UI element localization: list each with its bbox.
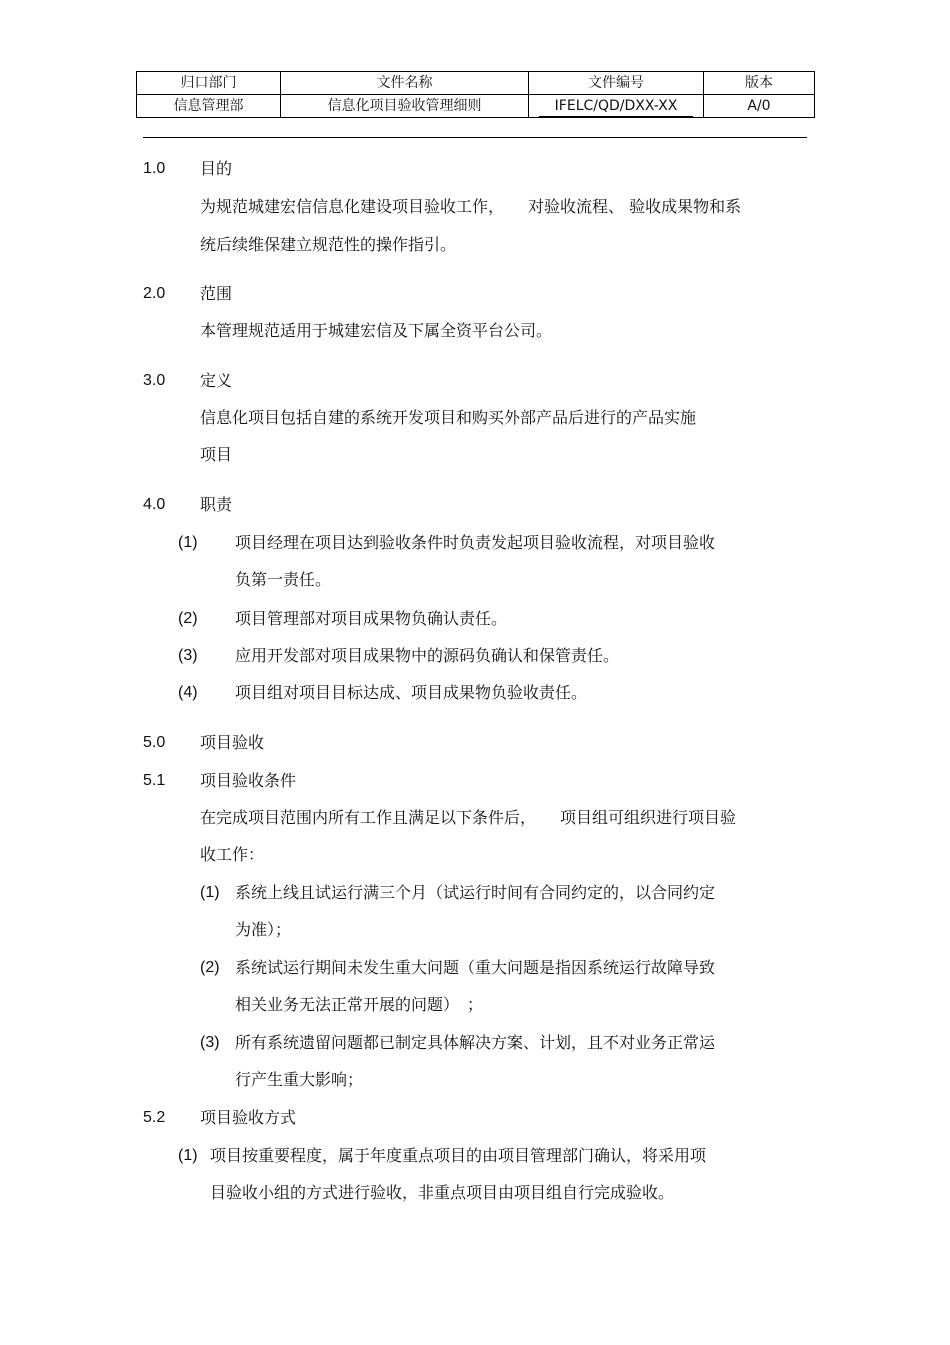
list-marker: (1) bbox=[178, 1147, 198, 1164]
list-item-line: 项目按重要程度，属于年度重点项目的由项目管理部门确认，将采用项 bbox=[210, 1146, 707, 1165]
section-title: 范围 bbox=[200, 284, 233, 303]
list-marker: (1) bbox=[178, 534, 198, 551]
list-marker: (4) bbox=[178, 684, 198, 701]
list-item-line: 行产生重大影响； bbox=[235, 1070, 364, 1089]
subsection-title: 项目验收方式 bbox=[200, 1108, 297, 1127]
subsection-title: 项目验收条件 bbox=[200, 771, 297, 790]
header-divider bbox=[143, 137, 807, 138]
department-value: 信息管理部 bbox=[137, 95, 281, 118]
subsection-number: 5.1 bbox=[143, 772, 166, 789]
file-number-value-cell bbox=[529, 95, 704, 118]
subsection-number: 5.2 bbox=[143, 1109, 166, 1126]
list-item-line: 系统试运行期间未发生重大问题（重大问题是指因系统运行故障导致 bbox=[235, 958, 716, 977]
version-value: A/0 bbox=[704, 95, 815, 118]
list-item-line: 负第一责任。 bbox=[235, 570, 332, 589]
header-label-row bbox=[137, 72, 815, 95]
paragraph-line: 统后续维保建立规范性的操作指引。 bbox=[200, 235, 457, 254]
list-marker: (2) bbox=[200, 959, 220, 976]
section-number: 2.0 bbox=[143, 285, 166, 302]
list-item-line: 为准）； bbox=[235, 920, 292, 939]
list-marker: (3) bbox=[178, 647, 198, 664]
list-item-line: 项目经理在项目达到验收条件时负责发起项目验收流程，对项目验收 bbox=[235, 533, 716, 552]
paragraph-line: 本管理规范适用于城建宏信及下属全资平台公司。 bbox=[200, 321, 553, 340]
paragraph-line: 为规范城建宏信信息化建设项目验收工作， 对验收流程、 验收成果物和系 bbox=[200, 197, 742, 216]
list-item-line: 相关业务无法正常开展的问题） ； bbox=[235, 995, 484, 1014]
section-title: 项目验收 bbox=[200, 733, 265, 752]
section-number: 4.0 bbox=[143, 496, 166, 513]
list-marker: (2) bbox=[178, 610, 198, 627]
file-number-label: 文件编号 bbox=[529, 72, 704, 95]
list-marker: (3) bbox=[200, 1034, 220, 1051]
paragraph-line: 收工作： bbox=[200, 845, 265, 864]
list-marker: (1) bbox=[200, 884, 220, 901]
list-item-line: 系统上线且试运行满三个月（试运行时间有合同约定的，以合同约定 bbox=[235, 883, 716, 902]
list-item-line: 项目管理部对项目成果物负确认责任。 bbox=[235, 609, 508, 628]
list-item-line: 项目组对项目目标达成、项目成果物负验收责任。 bbox=[235, 683, 588, 702]
section-number: 3.0 bbox=[143, 372, 166, 389]
header-value-row bbox=[137, 95, 815, 118]
file-name-value: 信息化项目验收管理细则 bbox=[281, 95, 529, 118]
list-item-line: 应用开发部对项目成果物中的源码负确认和保管责任。 bbox=[235, 646, 620, 665]
section-number: 1.0 bbox=[143, 160, 166, 177]
department-label: 归口部门 bbox=[137, 72, 281, 95]
section-title: 目的 bbox=[200, 159, 233, 178]
document-header-table bbox=[136, 71, 815, 118]
file-number-value: IFELC/QD/DXX-XX bbox=[539, 98, 694, 117]
version-label: 版本 bbox=[704, 72, 815, 95]
section-title: 职责 bbox=[200, 495, 233, 514]
paragraph-line: 在完成项目范围内所有工作且满足以下条件后， 项目组可组织进行项目验 bbox=[200, 808, 737, 827]
file-name-label: 文件名称 bbox=[281, 72, 529, 95]
section-title: 定义 bbox=[200, 371, 233, 390]
section-number: 5.0 bbox=[143, 734, 166, 751]
list-item-line: 所有系统遗留问题都已制定具体解决方案、计划，且不对业务正常运 bbox=[235, 1033, 716, 1052]
paragraph-line: 信息化项目包括自建的系统开发项目和购买外部产品后进行的产品实施 bbox=[200, 408, 697, 427]
list-item-line: 目验收小组的方式进行验收，非重点项目由项目组自行完成验收。 bbox=[210, 1183, 675, 1202]
paragraph-line: 项目 bbox=[200, 445, 233, 464]
